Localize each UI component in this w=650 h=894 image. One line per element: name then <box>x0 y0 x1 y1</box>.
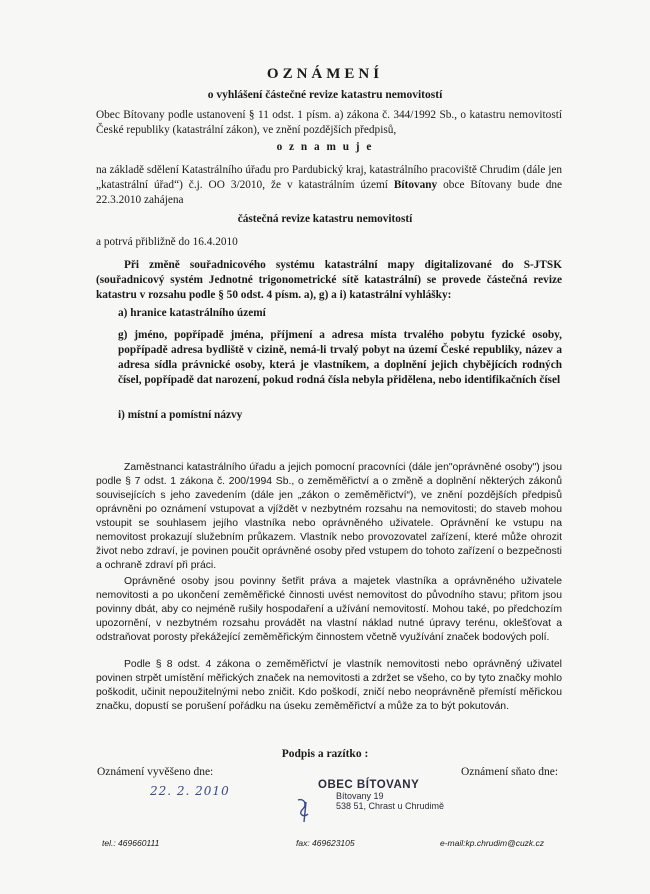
stamp-street: Bítovany 19 <box>336 791 384 801</box>
posted-label: Oznámení vyvěšeno dne: <box>97 766 214 778</box>
change-paragraph: Při změně souřadnicového systému katastrální mapy digitalizované do S-JTSK (souřadnicový systém Jednotné trigonometrické sítě katastrální) se provede částečná revize katastru v rozsahu podle § 50 odst. 4 písm. a), g) a i) katastrální vyhlášky: <box>96 259 562 301</box>
basis-suffix: obce Bítovany bude dne 22.3.2010 zahájena <box>96 179 563 206</box>
signature-icon <box>294 796 316 824</box>
signature-label: Podpis a razítko : <box>281 748 369 760</box>
document-title: OZNÁMENÍ <box>266 66 384 82</box>
stamp-city: 538 51, Chrast u Chrudimě <box>336 801 445 811</box>
section8-paragraph: Podle § 8 odst. 4 zákona o zeměměřictví je vlastník nemovitosti nebo oprávněný uživatel povinen strpět umístění měřických značek na nemovitosti a zdržet se všeho, co by tyto značky mohlo poškodit, učinit nepoužitelnými nebo zničit. Kdo poškodí, zničí nebo neoprávněně přemístí měřickou značku, dopustí se porušení pořádku na úseku zeměměřictví a může za to být pokutován. <box>96 659 562 712</box>
revision-heading: částečná revize katastru nemovitostí <box>237 213 413 225</box>
basis-prefix: na základě sdělení Katastrálního úřadu pro Pardubický kraj, katastrálního pracoviště Chrudim (dále jen „katastrální úřad“) č.j. OO 3/2010, že v katastrálním území <box>96 164 562 191</box>
official-stamp <box>318 779 478 811</box>
posted-date-handwritten: 22. 2. 2010 <box>150 784 230 798</box>
removed-label: Oznámení sňato dne: <box>461 766 559 778</box>
item-i: i) místní a pomístní názvy <box>118 409 243 421</box>
footer-fax: fax: 469623105 <box>296 838 355 848</box>
footer-phone: tel.: 469660111 <box>102 838 160 848</box>
item-g: g) jméno, popřípadě jména, příjmení a adresa místa trvalého pobytu fyzické osoby, popřípadě adresa bydliště v cizině, nemá-li trvalý pobyt na území České republiky, název a adresa sídla právnické osoby, která je vlastníkem, a doplnění jejich chybějících rodných čísel, popřípadě dat narození, pokud rodná čísla nebyla přidělena, nebo identifikačních čísel <box>118 329 562 386</box>
item-a: a) hranice katastrálního území <box>118 307 266 319</box>
document-subtitle: o vyhlášení částečné revize katastru nemovitostí <box>207 89 443 101</box>
announces-heading: o z n a m u j e <box>276 141 374 153</box>
basis-territory: Bítovany <box>393 179 438 191</box>
basis-paragraph <box>96 163 562 208</box>
duties-paragraph: Oprávněné osoby jsou povinny šetřit práva a majetek vlastníka a oprávněného uživatele nemovitosti a po ukončení zeměměřické činnosti uvést nemovitost do původního stavu; přitom jsou povinny dbát, aby co nejméně rušily hospodaření a užívání nemovitostí. Mohou také, po předchozím upozornění, v nezbytném rozsahu provádět na vlastní náklad nutné úpravy terénu, oklešťovat a odstraňovat porosty překážející zeměměřickým činnostem včetně využívání značek bodových polí. <box>96 576 562 643</box>
employees-paragraph: Zaměstnanci katastrálního úřadu a jejich pomocní pracovníci (dále jen"oprávněné osoby") jsou podle § 7 odst. 1 zákona č. 200/1994 Sb., o zeměměřictví a o změně a doplnění některých zákonů souvisejících s jeho zavedením (dále jen „zákon o zeměměřictví“), ve znění pozdějších předpisů oprávněni po oznámení vstupovat a vjíždět v nezbytném rozsahu na nemovitosti; do staveb mohou vstoupit se souhlasem jejího vlastníka nebo oprávněného uživatele. Oprávnění ke vstupu na nemovitost prokazují služebním průkazem. Vlastník nebo provozovatel zařízení, které může ohrozit život nebo zdraví, je povinen poučit oprávněné osoby před vstupem do tohoto zařízení o bezpečnosti a ochraně zdraví při práci. <box>96 462 562 571</box>
intro-paragraph: Obec Bítovany podle ustanovení § 11 odst. 1 písm. a) zákona č. 344/1992 Sb., o katastru nemovitostí České republiky (katastrální zákon), ve znění pozdějších předpisů, <box>96 109 562 136</box>
duration-text: a potrvá přibližně do 16.4.2010 <box>96 236 238 248</box>
stamp-name: OBEC BÍTOVANY <box>318 779 420 791</box>
footer-email: e-mail:kp.chrudim@cuzk.cz <box>440 838 545 848</box>
